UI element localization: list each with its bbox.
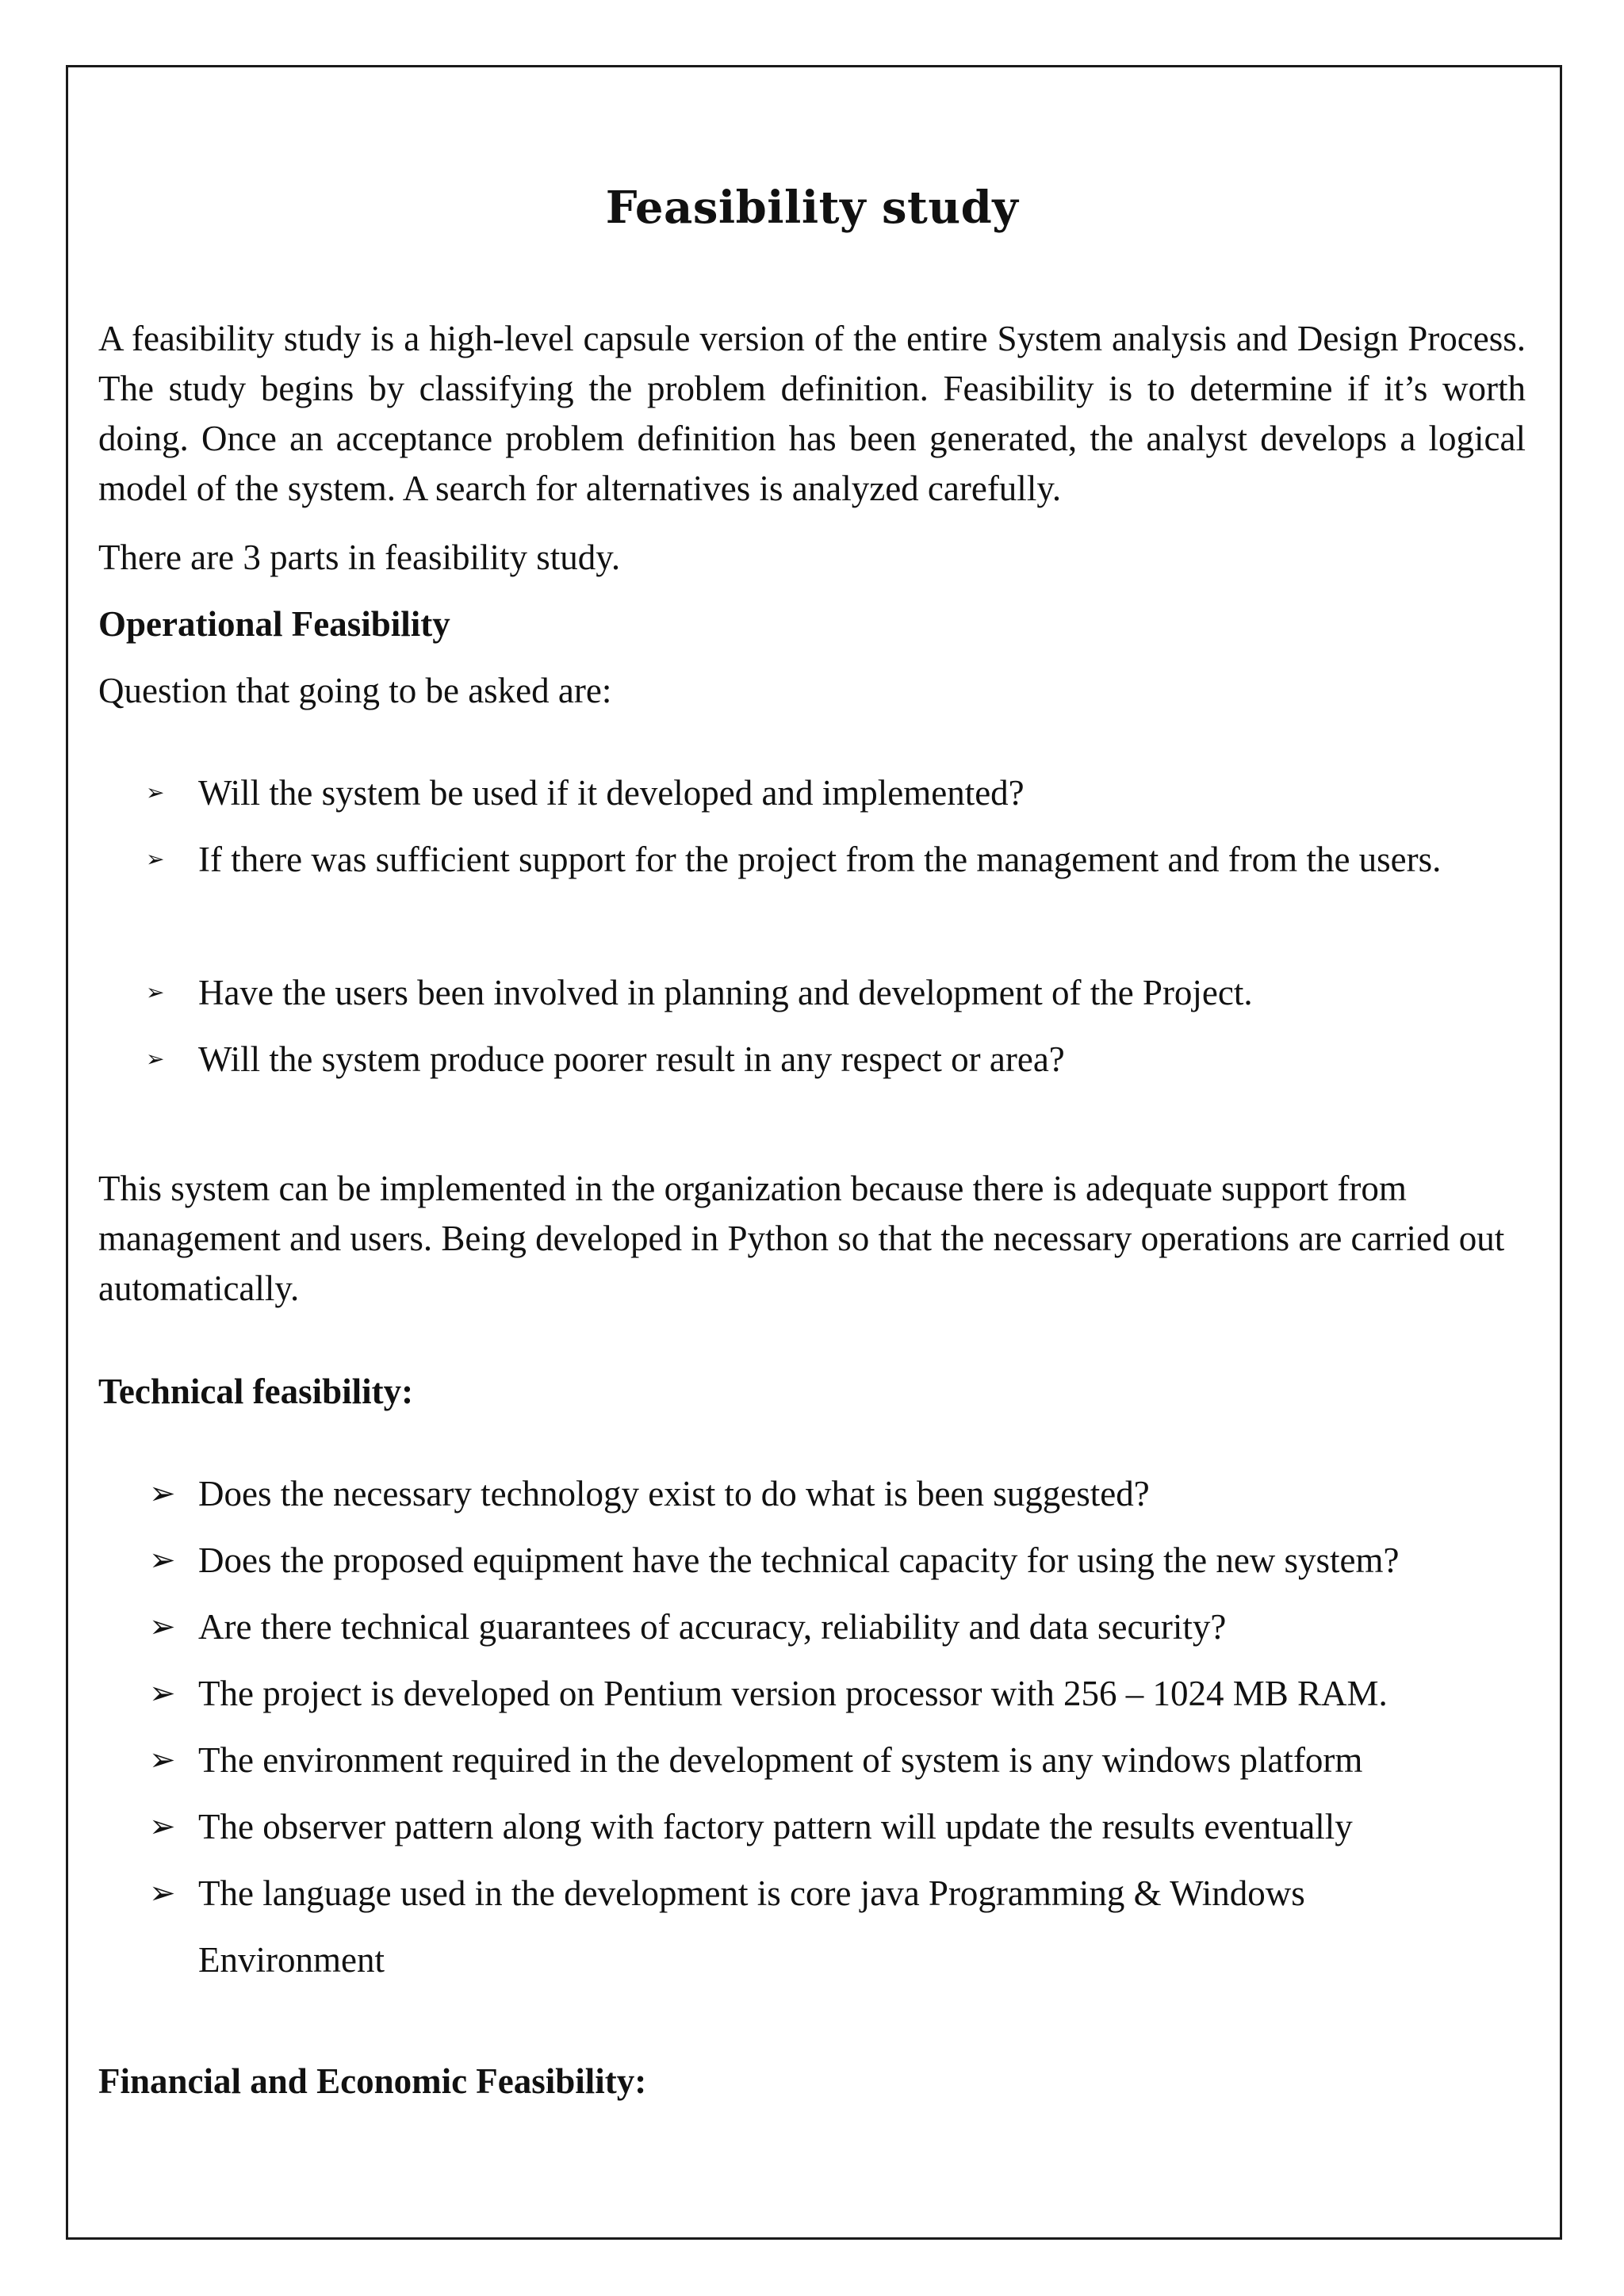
- bullet-text: Will the system produce poorer result in any respect or area?: [198, 1039, 1065, 1079]
- arrow-bullet-icon: ➢: [149, 1742, 176, 1778]
- technical-feasibility-heading: Technical feasibility:: [98, 1372, 414, 1411]
- bullet-text: Will the system be used if it developed and implemented?: [198, 773, 1025, 813]
- operational-conclusion: This system can be implemented in the organization because there is adequate support from management and users. Being developed in Python so that the necessary operations are carried out automatically.: [98, 1169, 1505, 1308]
- operational-question-intro: Question that going to be asked are:: [98, 671, 612, 710]
- arrow-bullet-icon: ➢: [146, 779, 165, 806]
- bullet-text: Does the proposed equipment have the technical capacity for using the new system?: [198, 1540, 1400, 1580]
- intro-paragraph: A feasibility study is a high-level capsule version of the entire System analysis and Design Process. The study begins by classifying the problem definition. Feasibility is to determine if it’s worth doing. Once an acceptance problem definition has been generated, the analyst develops a logical model of the system. A search for alternatives is analyzed carefully.: [98, 319, 1526, 508]
- bullet-text: The project is developed on Pentium version processor with 256 – 1024 MB RAM.: [198, 1674, 1388, 1713]
- arrow-bullet-icon: ➢: [149, 1875, 176, 1911]
- arrow-bullet-icon: ➢: [149, 1475, 176, 1512]
- arrow-bullet-icon: ➢: [149, 1609, 176, 1645]
- bullet-text: The language used in the development is core java Programming & Windows Environment: [198, 1873, 1305, 1980]
- arrow-bullet-icon: ➢: [149, 1675, 176, 1712]
- bullet-text: If there was sufficient support for the project from the management and from the users.: [198, 840, 1442, 879]
- arrow-bullet-icon: ➢: [146, 979, 165, 1005]
- parts-sentence: There are 3 parts in feasibility study.: [98, 538, 621, 577]
- arrow-bullet-icon: ➢: [146, 1046, 165, 1072]
- bullet-text: The observer pattern along with factory pattern will update the results eventually: [198, 1807, 1353, 1846]
- financial-feasibility-heading: Financial and Economic Feasibility:: [98, 2061, 647, 2101]
- arrow-bullet-icon: ➢: [149, 1808, 176, 1845]
- bullet-text: Does the necessary technology exist to do what is been suggested?: [198, 1474, 1150, 1513]
- arrow-bullet-icon: ➢: [149, 1542, 176, 1578]
- bullet-text: The environment required in the development of system is any windows platform: [198, 1740, 1363, 1780]
- operational-feasibility-heading: Operational Feasibility: [98, 604, 450, 644]
- page-title: Feasibility study: [605, 182, 1019, 234]
- bullet-text: Are there technical guarantees of accuracy, reliability and data security?: [198, 1607, 1227, 1647]
- bullet-text: Have the users been involved in planning and development of the Project.: [198, 973, 1253, 1012]
- arrow-bullet-icon: ➢: [146, 846, 165, 872]
